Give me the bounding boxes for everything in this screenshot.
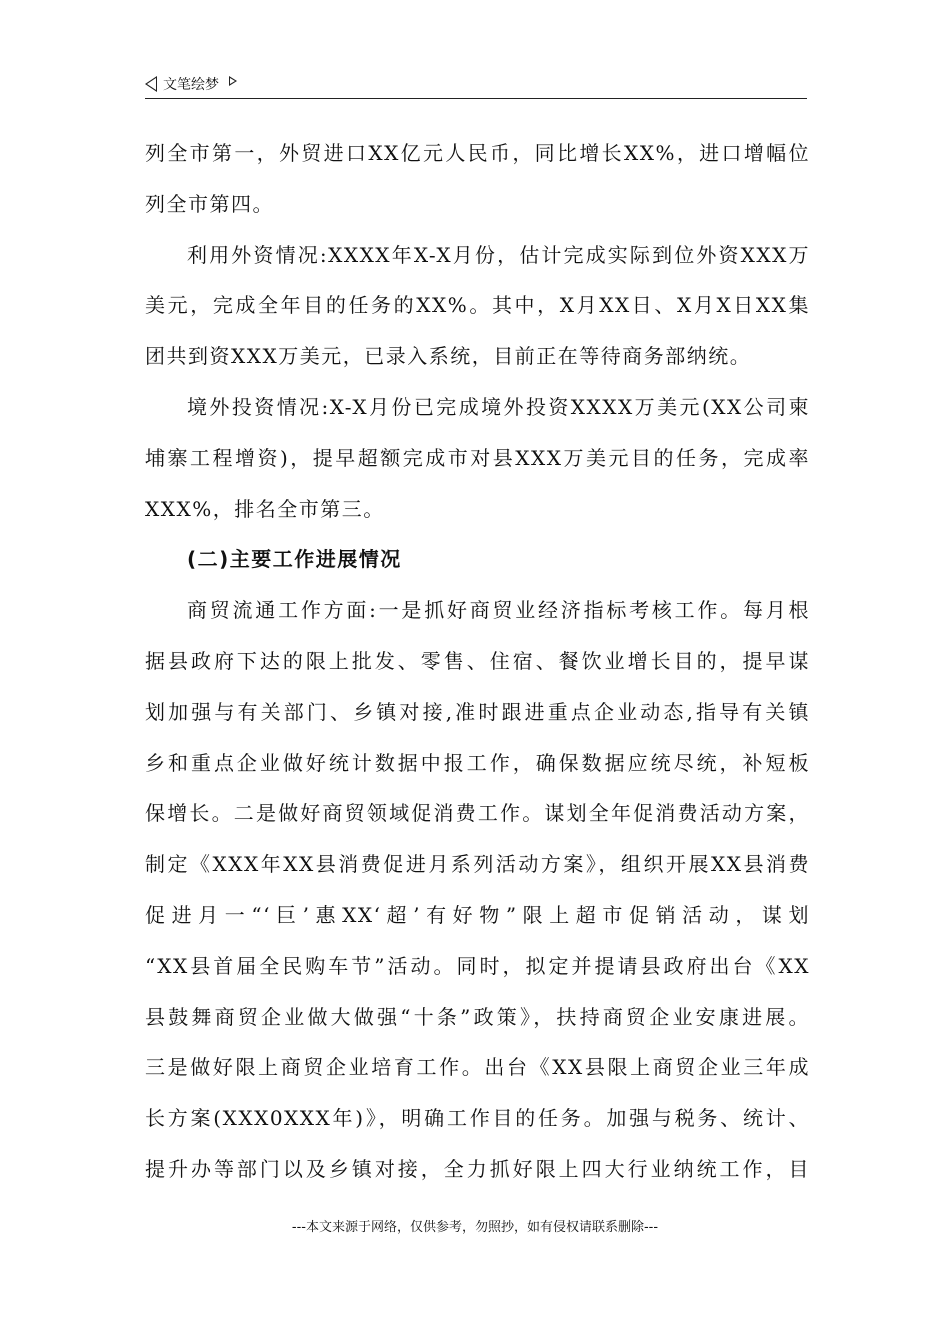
text-line: 团共到资XXX万美元，已录入系统，目前正在等待商务部纳统。 [145,344,752,369]
text-line: 据县政府下达的限上批发、零售、住宿、餐饮业增长目的，提早谋 [145,648,810,673]
text-line: 乡和重点企业做好统计数据中报工作，确保数据应统尽统，补短板 [145,750,810,775]
document-body [145,128,810,1195]
text-line: 制定《XXX年XX县消费促进月系列活动方案》，组织开展XX县消费 [145,852,810,877]
text-line: 利用外资情况:XXXX年X-X月份，估计完成实际到位外资XXX万 [187,242,810,267]
page-footer: ---本文来源于网络，仅供参考，勿照抄，如有侵权请联系删除--- [291,1220,659,1235]
text-line: 商贸流通工作方面:一是抓好商贸业经济指标考核工作。每月根 [187,598,810,623]
section-heading: (二)主要工作进展情况 [187,547,402,572]
text-line: 列全市第一，外贸进口XX亿元人民币，同比增长XX%，进口增幅位 [145,141,810,165]
text-line: 列全市第四。 [145,191,274,216]
text-line: 埔寨工程增资)，提早超额完成市对县XXX万美元目的任务，完成率 [145,445,810,470]
header-row [145,74,237,94]
text-line: 划加强与有关部门、乡镇对接,准时跟进重点企业动态,指导有关镇 [145,699,810,724]
header-title: 文笔绘梦 [163,77,219,93]
text-line: XXX%，排名全市第三。 [145,496,385,521]
text-line: 保增长。二是做好商贸领域促消费工作。谋划全年促消费活动方案， [145,801,810,826]
text-line: 美元，完成全年目的任务的XX%。其中，X月XX日、X月X日XX集 [145,293,810,318]
text-line: 长方案(XXX0XXX年)》，明确工作目的任务。加强与税务、统计、 [145,1106,810,1131]
text-line: 提升办等部门以及乡镇对接，全力抓好限上四大行业纳统工作，目 [145,1156,810,1181]
triangle-right-icon [229,76,237,86]
text-line: 促进月一“‘巨’惠XX‘超’有好物”限上超市促销活动，谋划 [145,902,810,927]
text-line: 境外投资情况:X-X月份已完成境外投资XXXX万美元(XX公司柬 [187,394,810,419]
text-line: 三是做好限上商贸企业培育工作。出台《XX县限上商贸企业三年成 [145,1055,810,1080]
triangle-left-icon [145,76,157,92]
text-line: “XX县首届全民购车节”活动。同时，拟定并提请县政府出台《XX [145,953,810,978]
text-line: 县鼓舞商贸企业做大做强“十条”政策》，扶持商贸企业安康进展。 [145,1004,810,1029]
page-header [145,70,807,99]
